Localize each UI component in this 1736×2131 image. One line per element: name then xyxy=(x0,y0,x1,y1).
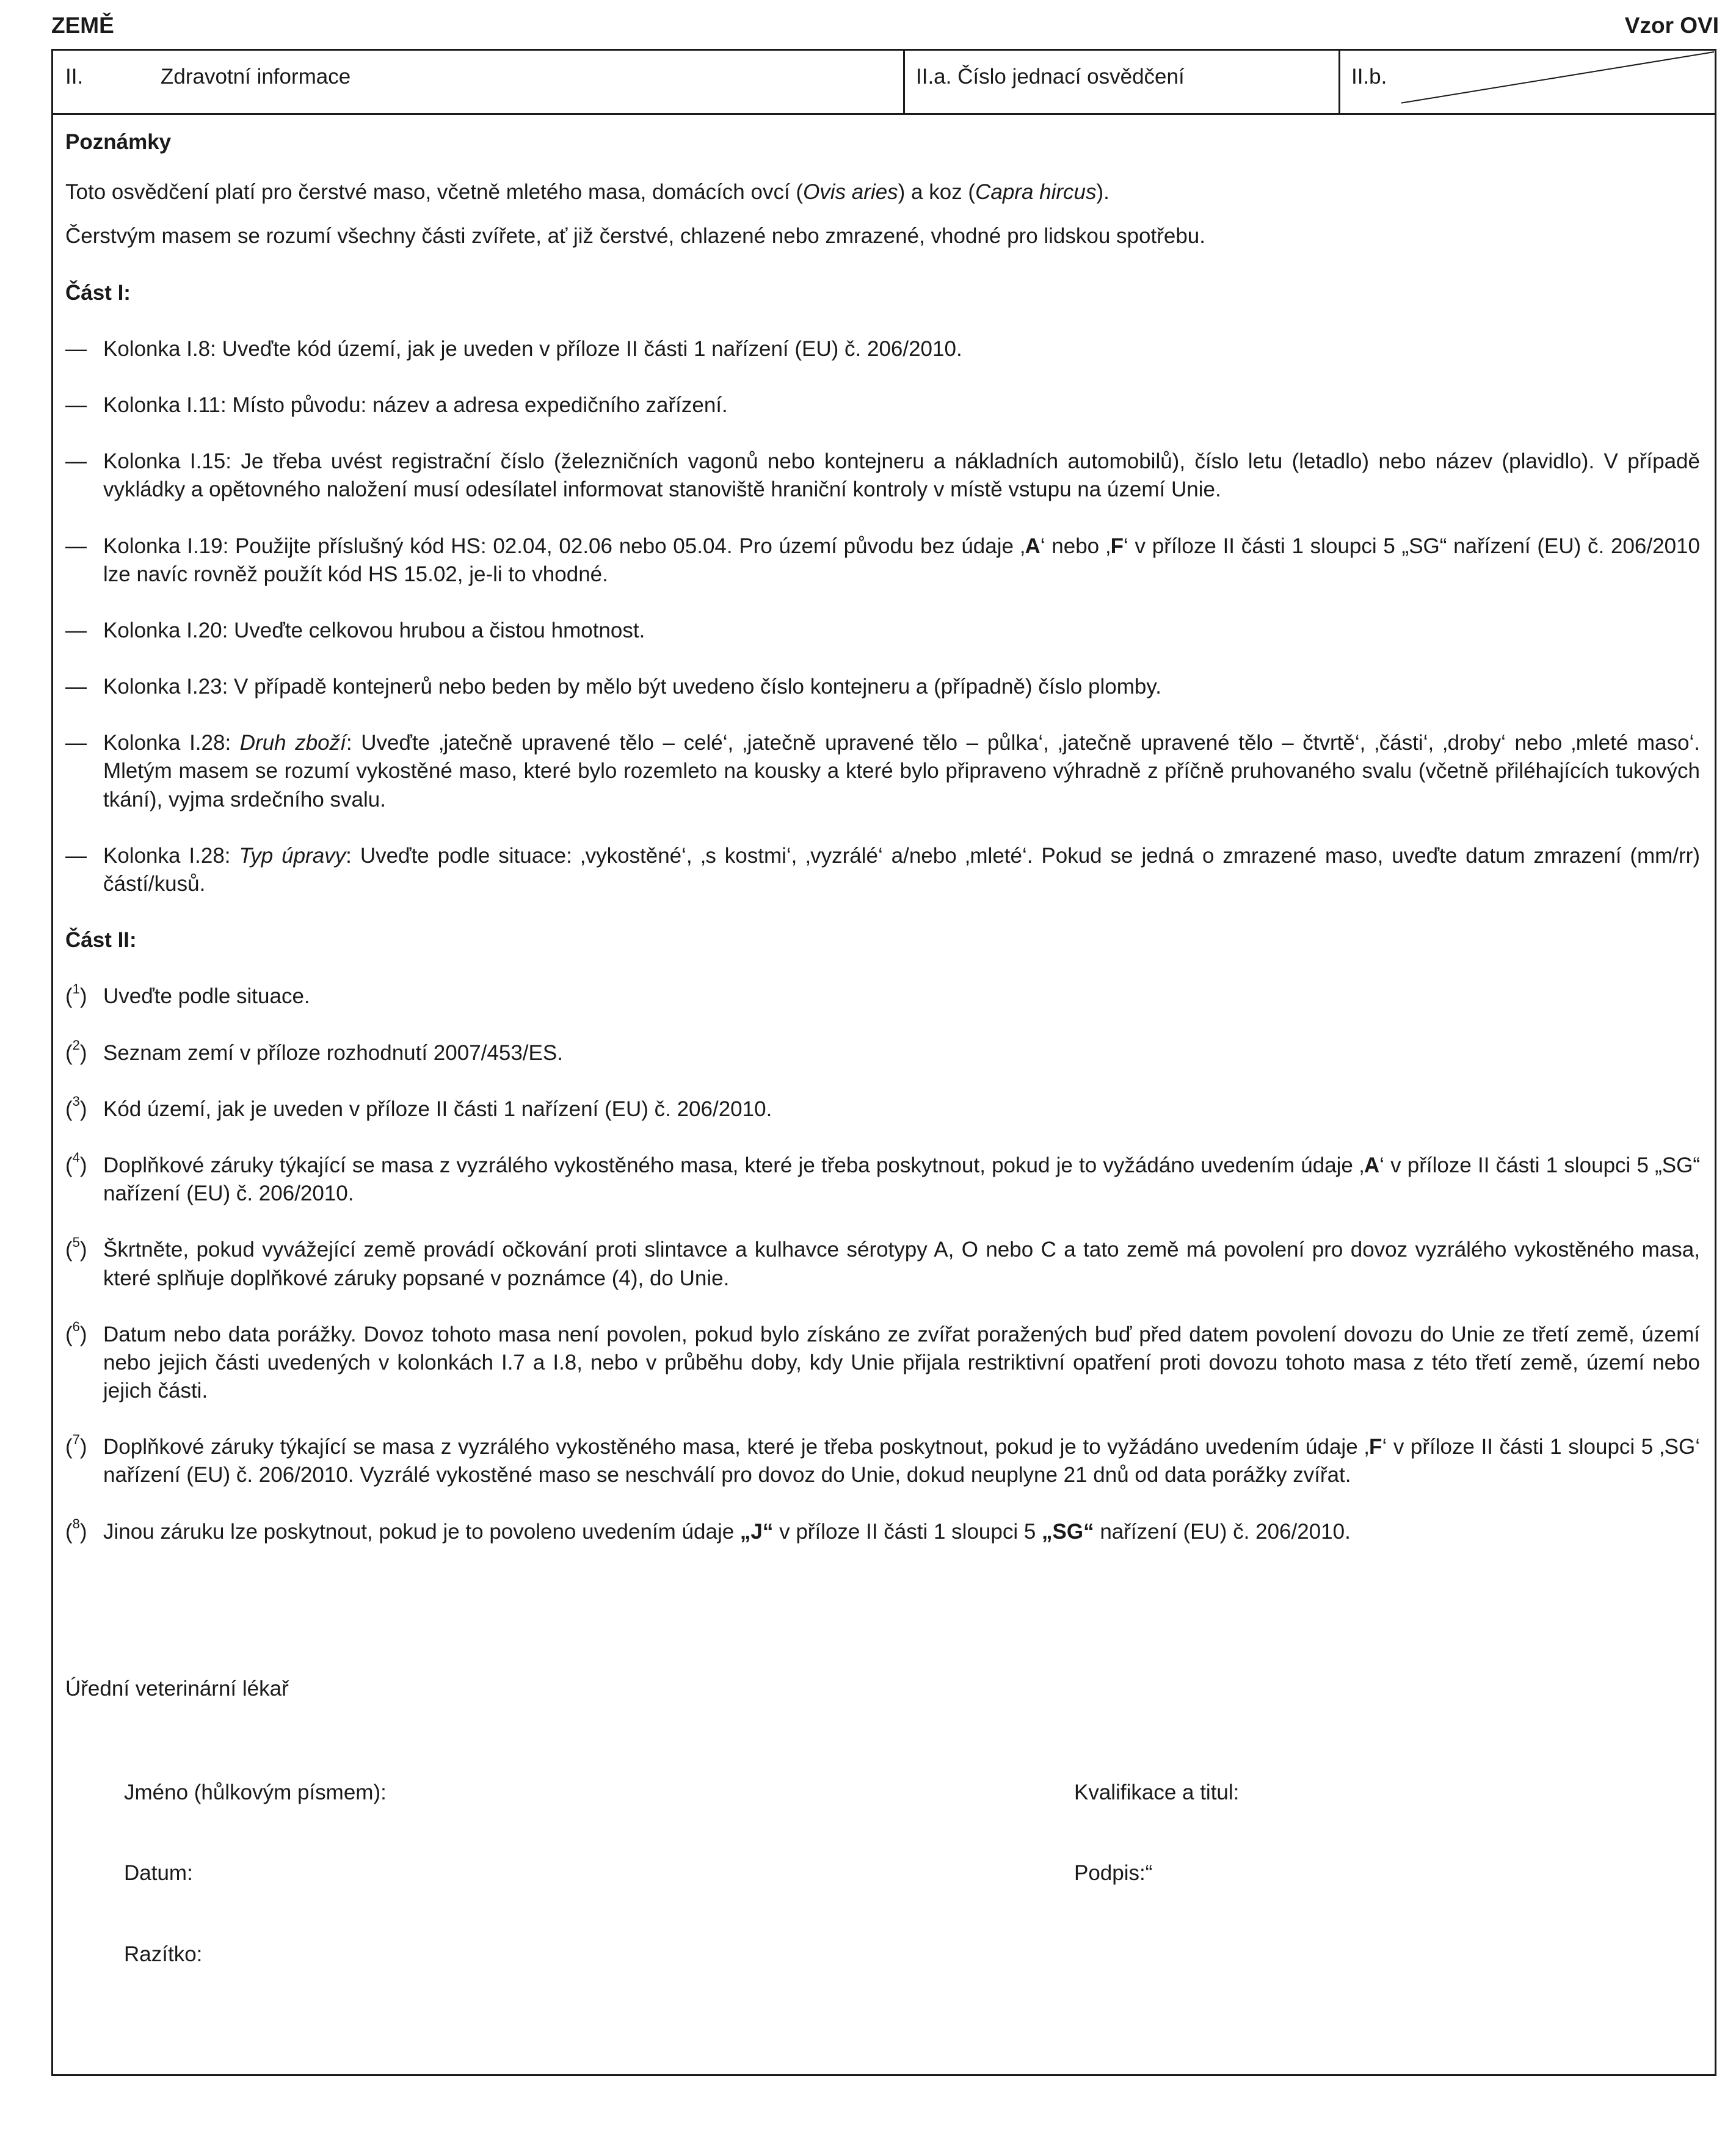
notes-body xyxy=(53,115,1715,1546)
part1-item-i20: — Kolonka I.20: Uveďte celkovou hrubou a čistou hmotnost. xyxy=(65,618,645,642)
footnote-5: ($^5$) Škrtněte, pokud vyvážející země provádí očkování proti slintavce a kulhavce sérotypy A, O nebo C a tato země má povolení pro dovoz vyzrálého vykostěného masa, které splňuje doplňkové záruky popsané v poznámce (4), do Unie. xyxy=(65,1234,1700,1290)
part2-title: Část II: xyxy=(65,928,137,953)
part1-item-i28-goods: — Kolonka I.28: Druh zboží: Uveďte ‚jatečně upravené tělo – celé‘, ‚jatečně upravené tělo – půlka‘, ‚jatečně upravené tělo – čtvrtě‘, ‚části‘, ‚droby‘ nebo ‚mleté maso‘. Mletým masem se rozumí vykostěné maso, které bylo rozemleto na kousky a které bylo připraveno výhradně z příčně pruhovaného svalu (včetně přiléhajících tukových tkání), vyjma srdečního svalu. xyxy=(65,731,1700,811)
footnote-6: ($^6$) Datum nebo data porážky. Dovoz tohoto masa není povolen, pokud bylo získáno ze zvířat poražených buď před datem povolení dovozu do Unie ze třetí země, území nebo jejich části uvedených v kolonkách I.7 a I.8, nebo v průběhu doby, kdy Unie přijala restriktivní opatření proti dovozu tohoto masa z této třetí země, území nebo jejich části. xyxy=(65,1319,1700,1403)
iib-label: II.b. xyxy=(1351,65,1387,89)
certificate-frame xyxy=(51,49,1716,2076)
reference-label: II.a. Číslo jednací osvědčení xyxy=(916,65,1185,89)
part1-item-i8: — Kolonka I.8: Uveďte kód území, jak je uveden v příloze II části 1 nařízení (EU) č. 206/2010. xyxy=(65,336,962,361)
part1-item-i28-treatment: — Kolonka I.28: Typ úpravy: Uveďte podle situace: ‚vykostěné‘, ‚s kostmi‘, ‚vyzrálé‘ a/nebo ‚mleté‘. Pokud se jedná o zmrazené maso, uveďte datum zmrazení (mm/rr) částí/kusů. xyxy=(65,843,1700,896)
stamp-label: Razítko: xyxy=(124,1942,203,1966)
part1-item-i19: — Kolonka I.19: Použijte příslušný kód HS: 02.04, 02.06 nebo 05.04. Pro území původu bez údaje ‚A‘ nebo ‚F‘ v příloze II části 1 sloupci 5 „SG“ nařízení (EU) č. 206/2010 lze navíc rovněž použít kód HS 15.02, je-li to vhodné. xyxy=(65,534,1700,586)
notes-title: Poznámky xyxy=(65,130,172,154)
part1-item-i11: — Kolonka I.11: Místo původu: název a adresa expedičního zařízení. xyxy=(65,393,728,417)
notes-intro-2: Čerstvým masem se rozumí všechny části zvířete, ať již čerstvé, chlazené nebo zmrazené, vhodné pro lidskou spotřebu. xyxy=(65,224,1205,249)
top-line xyxy=(51,11,1719,42)
model-label: Vzor OVI xyxy=(1624,13,1719,38)
footnote-4: ($^4$) Doplňkové záruky týkající se masa z vyzrálého vykostěného masa, které je třeba poskytnout, pokud je to vyžádáno uvedením údaje ‚A‘ v příloze II části 1 sloupci 5 „SG“ nařízení (EU) č. 206/2010. xyxy=(65,1150,1701,1206)
footnote-7: ($^7$) Doplňkové záruky týkající se masa z vyzrálého vykostěného masa, které je třeba poskytnout, pokud je to vyžádáno uvedením údaje ‚F‘ v příloze II části 1 sloupci 5 ‚SG‘ nařízení (EU) č. 206/2010. Vyzrálé vykostěné maso se neschválí pro dovoz do Unie, dokud neuplyne 21 dnů od data porážky zvířat. xyxy=(65,1431,1700,1487)
footnote-1: ($^1$) Uveďte podle situace. xyxy=(65,981,310,1009)
header-cell-iib xyxy=(1338,51,1716,113)
part1-title: Část I: xyxy=(65,280,131,305)
country-label: ZEMĚ xyxy=(51,13,114,38)
section-number: II. xyxy=(65,65,84,89)
section-title: Zdravotní informace xyxy=(161,65,351,89)
notes-intro-1: Toto osvědčení platí pro čerstvé maso, včetně mletého masa, domácích ovcí (Ovis aries) a koz (Capra hircus). xyxy=(65,180,1110,205)
footnote-8: ($^8$) Jinou záruku lze poskytnout, pokud je to povoleno uvedením údaje „J“ v příloze II části 1 sloupci 5 „SG“ nařízení (EU) č. 206/2010. xyxy=(65,1516,1351,1544)
official-vet-title: Úřední veterinární lékař xyxy=(65,1677,289,1701)
diagonal-strike xyxy=(1340,51,1716,113)
date-label: Datum: xyxy=(124,1861,193,1885)
footnote-2: ($^2$) Seznam zemí v příloze rozhodnutí 2007/453/ES. xyxy=(65,1037,563,1065)
part1-item-i15: — Kolonka I.15: Je třeba uvést registrační číslo (železničních vagonů nebo kontejneru a nákladních automobilů), číslo letu (letadlo) nebo název (plavidlo). V případě vykládky a opětovného naložení musí odesílatel informovat stanoviště hraniční kontroly v místě vstupu na území Unie. xyxy=(65,449,1700,502)
footnote-3: ($^3$) Kód území, jak je uveden v příloze II části 1 nařízení (EU) č. 206/2010. xyxy=(65,1094,772,1121)
header-cell-section xyxy=(53,51,903,113)
table-header xyxy=(53,51,1715,115)
signature-label: Podpis:“ xyxy=(1074,1861,1153,1885)
qualification-label: Kvalifikace a titul: xyxy=(1074,1781,1240,1804)
part1-item-i23: — Kolonka I.23: V případě kontejnerů nebo beden by mělo být uvedeno číslo kontejneru a (případně) číslo plomby. xyxy=(65,675,1161,699)
header-cell-reference xyxy=(903,51,1338,113)
name-label: Jméno (hůlkovým písmem): xyxy=(124,1781,387,1804)
